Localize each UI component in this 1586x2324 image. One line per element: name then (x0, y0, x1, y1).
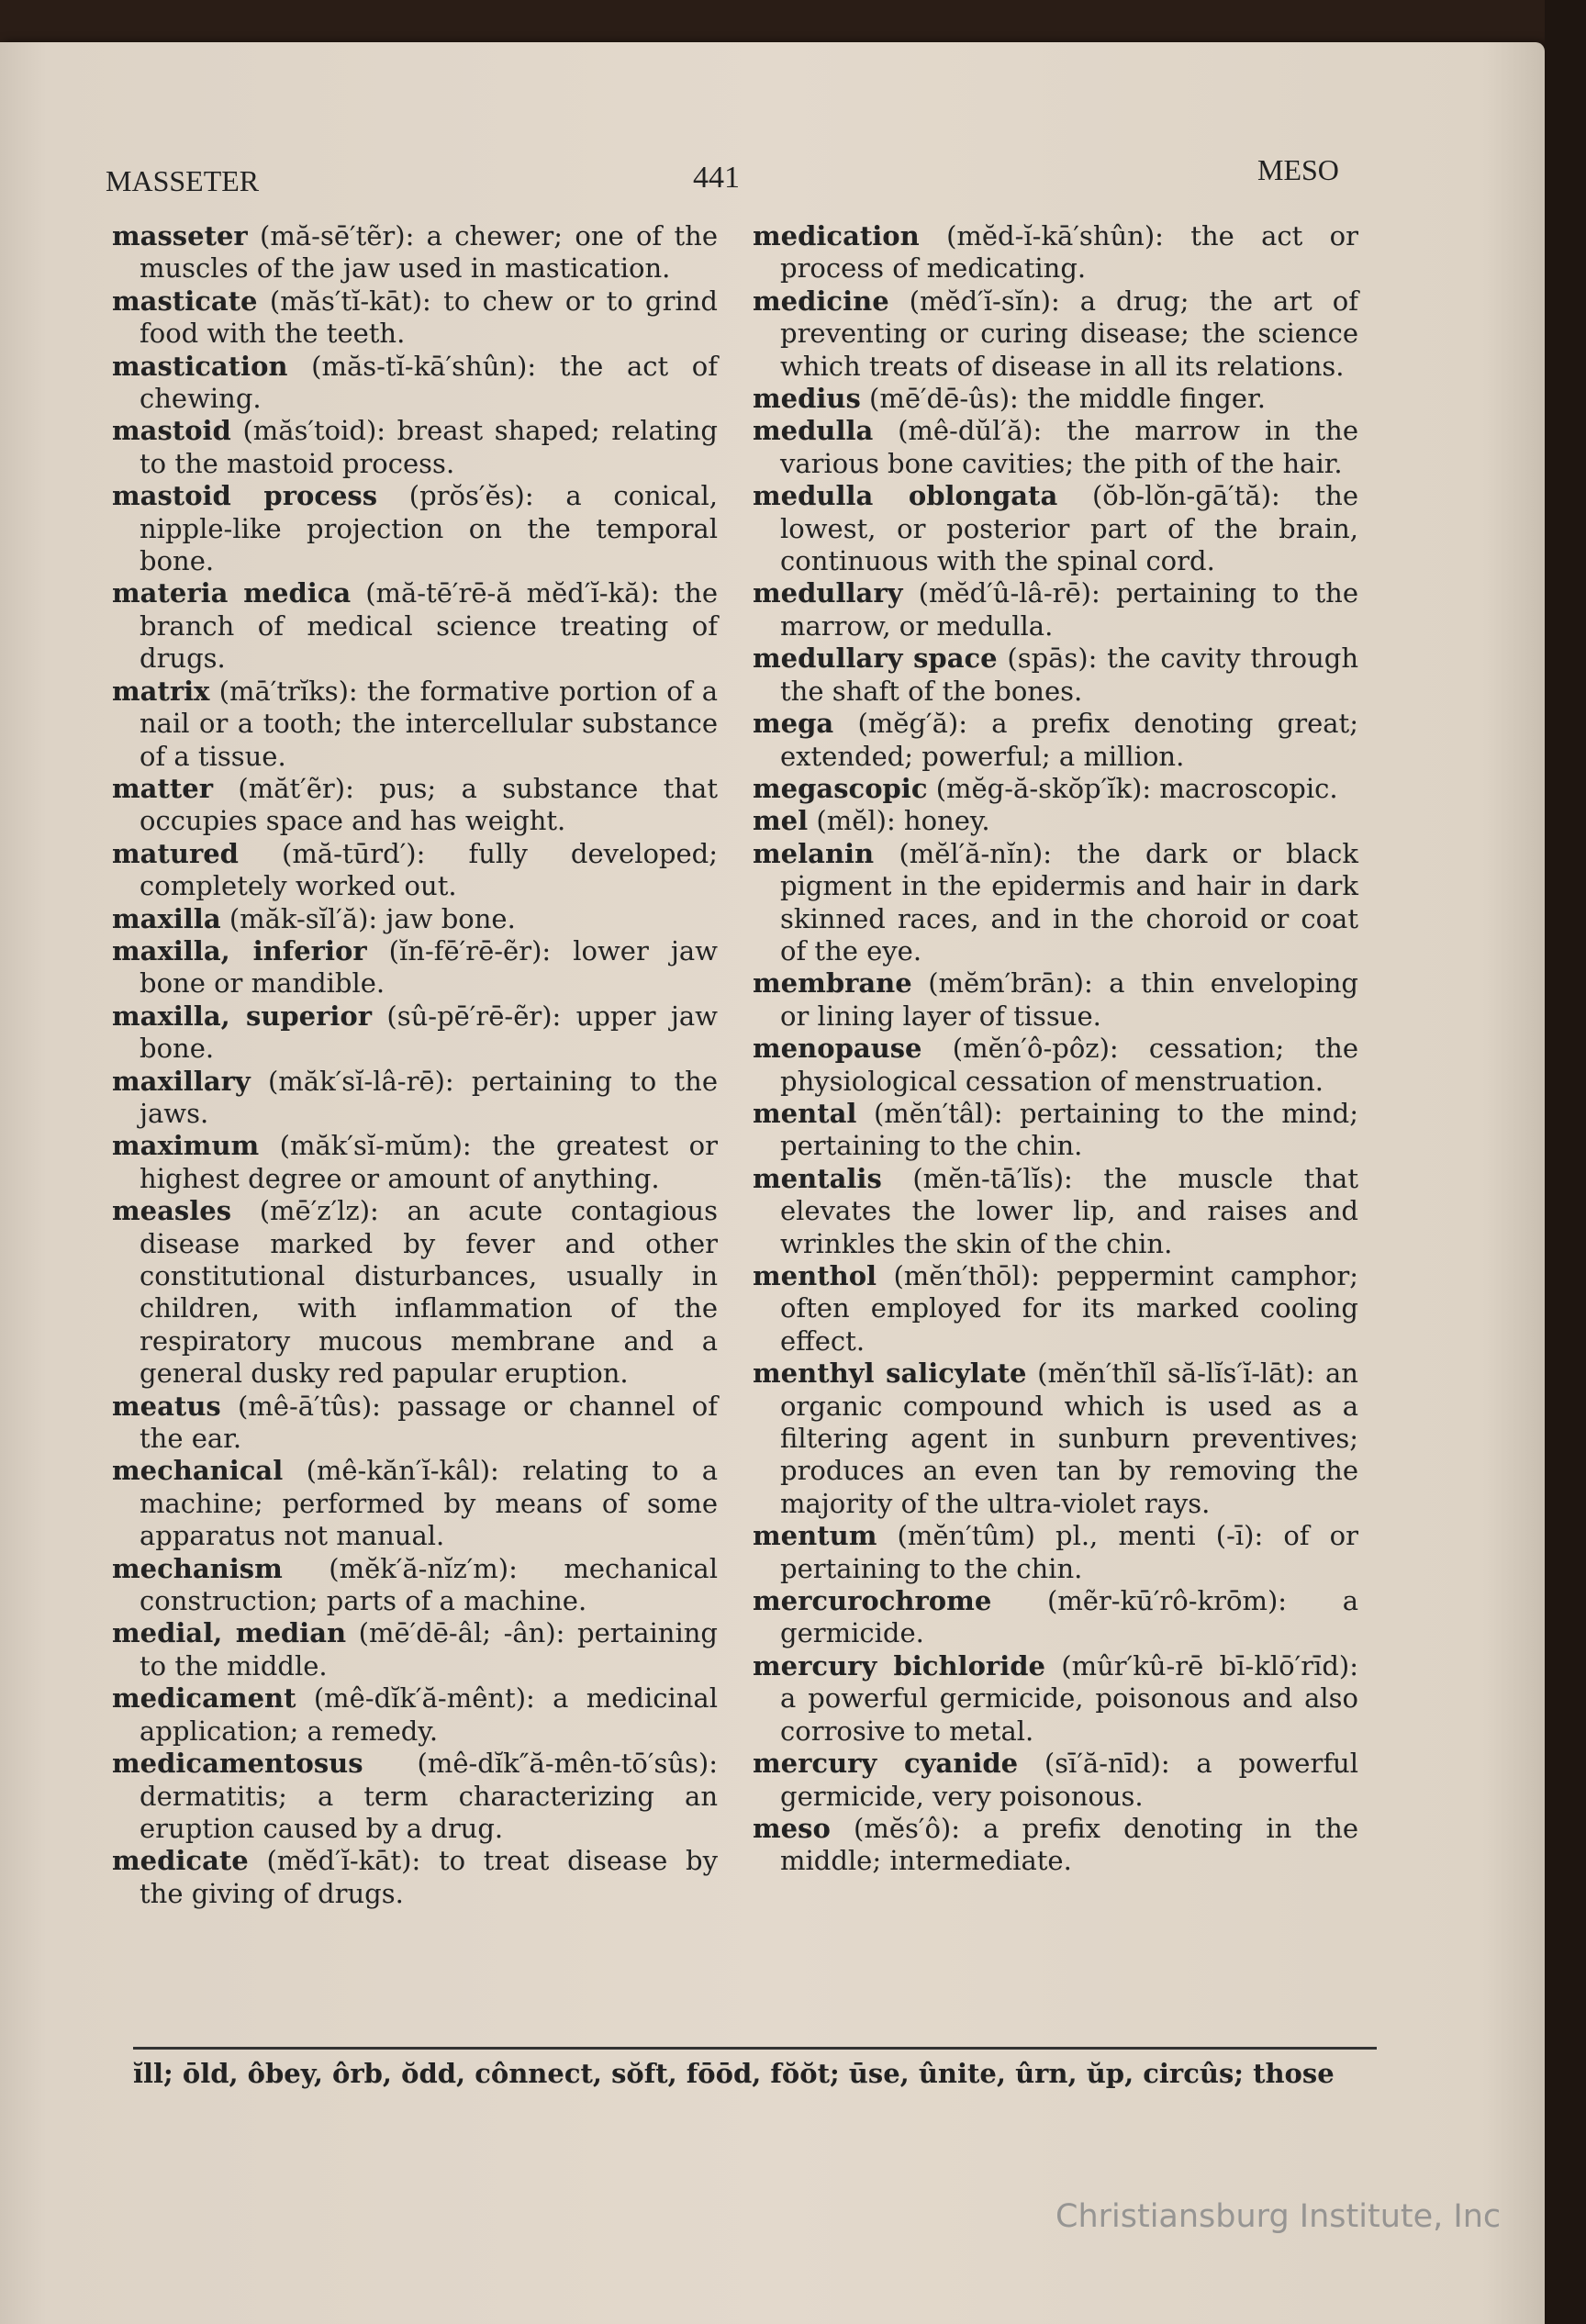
dictionary-entry (753, 1033, 1358, 1098)
entry-definition: (mĕl′ă-nĭn): the dark or black pigment in the epidermis and hair in dark skinned races, and in the choroid or coat of the eye. (780, 837, 1358, 966)
entry-definition: (mē′dē-ûs): the middle finger. (860, 383, 1266, 415)
entry-headword: mega (753, 708, 834, 740)
entry-headword: mentum (753, 1520, 877, 1552)
entry-headword: mastoid process (112, 480, 378, 512)
entry-headword: membrane (753, 967, 912, 1000)
entry-headword: mechanism (112, 1552, 283, 1584)
entry-headword: matter (112, 772, 213, 804)
entry-headword: mercury bichloride (753, 1649, 1045, 1682)
dictionary-entry (753, 967, 1358, 1033)
dictionary-entry (112, 1617, 718, 1682)
entry-headword: maximum (112, 1130, 260, 1162)
entry-definition: (mûr′kû-rē bī-klō′rīd): a powerful germicide, poisonous and also corrosive to metal. (780, 1649, 1358, 1747)
entry-headword: medicine (753, 285, 889, 317)
entry-headword: matured (112, 837, 239, 869)
dictionary-entry (753, 220, 1358, 285)
entry-headword: materia medica (112, 577, 352, 609)
entry-headword: measles (112, 1195, 232, 1227)
entry-definition: (mê-dŭl′ă): the marrow in the various bone cavities; the pith of the hair. (780, 415, 1358, 479)
dictionary-entry (112, 1391, 718, 1456)
entry-definition: (mē′dē-âl; -ân): pertaining to the middle. (140, 1617, 718, 1682)
dictionary-entry (753, 642, 1358, 708)
running-header (0, 153, 1545, 207)
dictionary-entry (112, 1553, 718, 1618)
entry-headword: medulla (753, 415, 874, 447)
entry-headword: medius (753, 383, 861, 415)
entry-headword: medication (753, 220, 920, 251)
entry-definition: (mĕs′ô): a prefix denoting in the middle; intermediate. (780, 1812, 1358, 1877)
entry-definition: (ĭn-fē′rē-ẽr): lower jaw bone or mandible. (140, 934, 718, 1000)
dictionary-entry (753, 1813, 1358, 1878)
entry-definition: (mĕn′tâl): pertaining to the mind; pertaining to the chin. (780, 1097, 1358, 1162)
entry-definition: (măs-tĭ-kā′shûn): the act of chewing. (140, 350, 718, 415)
entry-definition: (măs′tĭ-kāt): to chew or to grind food with the teeth. (140, 285, 718, 350)
dictionary-entry (112, 1748, 718, 1845)
entry-definition: (spās): the cavity through the shaft of the bones. (780, 642, 1358, 707)
entry-definition: (mĕg′ă): a prefix denoting great; extended; powerful; a million. (780, 708, 1358, 772)
entry-definition: (sī′ă-nīd): a powerful germicide, very poisonous. (780, 1748, 1358, 1812)
header-guide-word-left: MASSETER (106, 164, 260, 197)
entry-definition: (mĕn′thĭl să-lĭs′ĭ-lāt): an organic compound which is used as a filtering agent in sunburn preventives; produces an even tan by removing the majority of the ultra-violet rays. (780, 1358, 1358, 1519)
entry-definition: (mĕd′ĭ-kāt): to treat disease by the giving of drugs. (140, 1845, 718, 1909)
dictionary-entry (753, 415, 1358, 480)
entry-headword: maxilla, inferior (112, 934, 367, 966)
entry-headword: medulla oblongata (753, 480, 1058, 512)
dictionary-entry (753, 1358, 1358, 1520)
dictionary-entry (753, 1585, 1358, 1650)
dictionary-entry (753, 1650, 1358, 1748)
entry-headword: meso (753, 1812, 831, 1844)
entry-headword: maxilla (112, 902, 221, 934)
dictionary-entry (753, 285, 1358, 383)
entry-headword: melanin (753, 837, 875, 869)
dictionary-entry (753, 1748, 1358, 1813)
entry-headword: megascopic (753, 772, 928, 804)
dictionary-entry (112, 1000, 718, 1066)
dictionary-entry (753, 708, 1358, 773)
entry-definition: (sû-pē′rē-ẽr): upper jaw bone. (140, 1000, 718, 1065)
entry-definition: (mă-sē′tẽr): a chewer; one of the muscles of the jaw used in mastication. (140, 220, 718, 285)
entry-definition: (mē′z′lz): an acute contagious disease marked by fever and other constitutional disturbances, usually in children, with inflammation of the respiratory mucous membrane and a general dusky red papular eruption. (140, 1195, 718, 1390)
entry-headword: mentalis (753, 1162, 882, 1194)
entry-headword: mel (753, 805, 809, 837)
dictionary-entry (112, 220, 718, 285)
entry-headword: medicament (112, 1682, 296, 1715)
dictionary-entry (753, 1163, 1358, 1260)
entry-definition: (mê-ā′tûs): passage or channel of the ear. (140, 1390, 718, 1455)
entry-definition: (mĕn′thōl): peppermint camphor; often employed for its marked cooling effect. (780, 1260, 1358, 1357)
entry-headword: medullary (753, 577, 903, 609)
entry-headword: masticate (112, 285, 258, 317)
dictionary-entry (112, 351, 718, 416)
entry-definition: (mẽr-kū′rô-krōm): a germicide. (780, 1585, 1358, 1649)
entry-definition: (mĕn′tûm) pl., menti (-ī): of or pertaining to the chin. (780, 1520, 1358, 1584)
dictionary-entry (112, 676, 718, 773)
entry-headword: medicamentosus (112, 1748, 363, 1780)
entry-definition: (mă-tē′rē-ă mĕd′ĭ-kă): the branch of medical science treating of drugs. (140, 577, 718, 675)
page-number: 441 (693, 161, 740, 195)
entry-definition: (mĕg-ă-skŏp′ĭk): macroscopic. (927, 772, 1338, 804)
entry-headword: meatus (112, 1390, 221, 1422)
dictionary-entry (112, 285, 718, 351)
entry-definition: (mĕm′brān): a thin enveloping or lining layer of tissue. (780, 967, 1358, 1032)
entry-definition: (măk′sĭ-mŭm): the greatest or highest degree or amount of anything. (140, 1130, 718, 1194)
pronunciation-key: ĭll; ōld, ôbey, ôrb, ŏdd, cônnect, sŏft, fōōd, fŏŏt; ūse, ûnite, ûrn, ŭp, circûs; those (133, 2058, 1335, 2089)
entry-headword: masseter (112, 220, 248, 251)
entry-definition: (mê-dĭk″ă-mên-tō′sûs): dermatitis; a term characterizing an eruption caused by a drug. (140, 1748, 718, 1844)
entry-definition: (mĕk′ă-nĭz′m): mechanical construction; parts of a machine. (140, 1552, 718, 1617)
entry-definition: (mê-dĭk′ă-mênt): a medicinal application; a remedy. (140, 1682, 718, 1747)
entry-headword: matrix (112, 675, 210, 707)
dictionary-entry (112, 1066, 718, 1131)
entry-headword: menopause (753, 1033, 922, 1065)
entry-headword: mental (753, 1097, 857, 1129)
entry-definition: (mĕl): honey. (808, 805, 990, 837)
dictionary-entry (753, 577, 1358, 642)
dictionary-entry (112, 1845, 718, 1910)
dictionary-entry (753, 1520, 1358, 1585)
entry-headword: medial, median (112, 1617, 347, 1649)
dictionary-entry (112, 773, 718, 838)
dictionary-entry (112, 903, 718, 935)
right-column (753, 220, 1358, 1878)
dictionary-entry (753, 480, 1358, 577)
dictionary-entry (112, 577, 718, 675)
dictionary-entry (753, 805, 1358, 837)
page-edge-shadow (1545, 0, 1586, 2324)
entry-definition: (mā′trĭks): the formative portion of a nail or a tooth; the intercellular substance of a tissue. (140, 675, 718, 772)
entry-headword: maxilla, superior (112, 1000, 373, 1032)
dictionary-entry (753, 383, 1358, 415)
entry-headword: mechanical (112, 1455, 284, 1487)
entry-definition: (ŏb-lŏn-gā′tă): the lowest, or posterior part of the brain, continuous with the spinal cord. (780, 480, 1358, 577)
header-guide-word-right: MESO (1257, 153, 1339, 186)
entry-definition: (mê-kăn′ĭ-kâl): relating to a machine; performed by means of some apparatus not manual. (140, 1455, 718, 1552)
dictionary-entry (753, 1260, 1358, 1358)
entry-headword: mercurochrome (753, 1585, 992, 1617)
entry-headword: mastoid (112, 415, 231, 447)
entry-definition: (mĕn′ô-pôz): cessation; the physiological cessation of menstruation. (780, 1033, 1358, 1097)
entry-definition: (mĕd′ĭ-sĭn): a drug; the art of preventing or curing disease; the science which treats of disease in all its relations. (780, 285, 1358, 382)
entry-headword: medullary space (753, 642, 998, 675)
dictionary-entry (112, 1682, 718, 1748)
dictionary-entry (112, 1130, 718, 1195)
entry-definition: (mă-tūrd′): fully developed; completely worked out. (140, 837, 718, 902)
entry-headword: menthyl salicylate (753, 1358, 1027, 1390)
entry-definition: (mĕn-tā′lĭs): the muscle that elevates the lower lip, and raises and wrinkles the skin of the chin. (780, 1162, 1358, 1259)
entry-headword: menthol (753, 1260, 877, 1291)
left-column (112, 220, 718, 1910)
dictionary-entry (112, 935, 718, 1000)
entry-definition: (mĕd′û-lâ-rē): pertaining to the marrow, or medulla. (780, 577, 1358, 642)
dictionary-entry (753, 773, 1358, 805)
entry-definition: (prŏs′ĕs): a conical, nipple-like projection on the temporal bone. (140, 480, 718, 577)
dictionary-entry (753, 1098, 1358, 1163)
dictionary-entry (112, 1195, 718, 1390)
entry-headword: maxillary (112, 1065, 251, 1097)
entry-headword: medicate (112, 1845, 249, 1877)
dictionary-entry (112, 1455, 718, 1552)
entry-definition: (măk-sĭl′ă): jaw bone. (220, 902, 516, 934)
dictionary-entry (112, 415, 718, 480)
dictionary-entry (753, 838, 1358, 968)
footer-rule (133, 2047, 1377, 2050)
entry-definition: (mĕd-ĭ-kā′shûn): the act or process of medicating. (780, 220, 1358, 285)
dictionary-entry (112, 480, 718, 577)
dictionary-entry (112, 838, 718, 903)
watermark: Christiansburg Institute, Inc (1055, 2198, 1502, 2235)
entry-definition: (măk′sĭ-lâ-rē): pertaining to the jaws. (140, 1065, 718, 1129)
entry-definition: (măs′toid): breast shaped; relating to the mastoid process. (140, 415, 718, 479)
entry-headword: mercury cyanide (753, 1748, 1019, 1780)
entry-definition: (măt′ẽr): pus; a substance that occupies space and has weight. (140, 772, 718, 837)
entry-headword: mastication (112, 350, 288, 382)
